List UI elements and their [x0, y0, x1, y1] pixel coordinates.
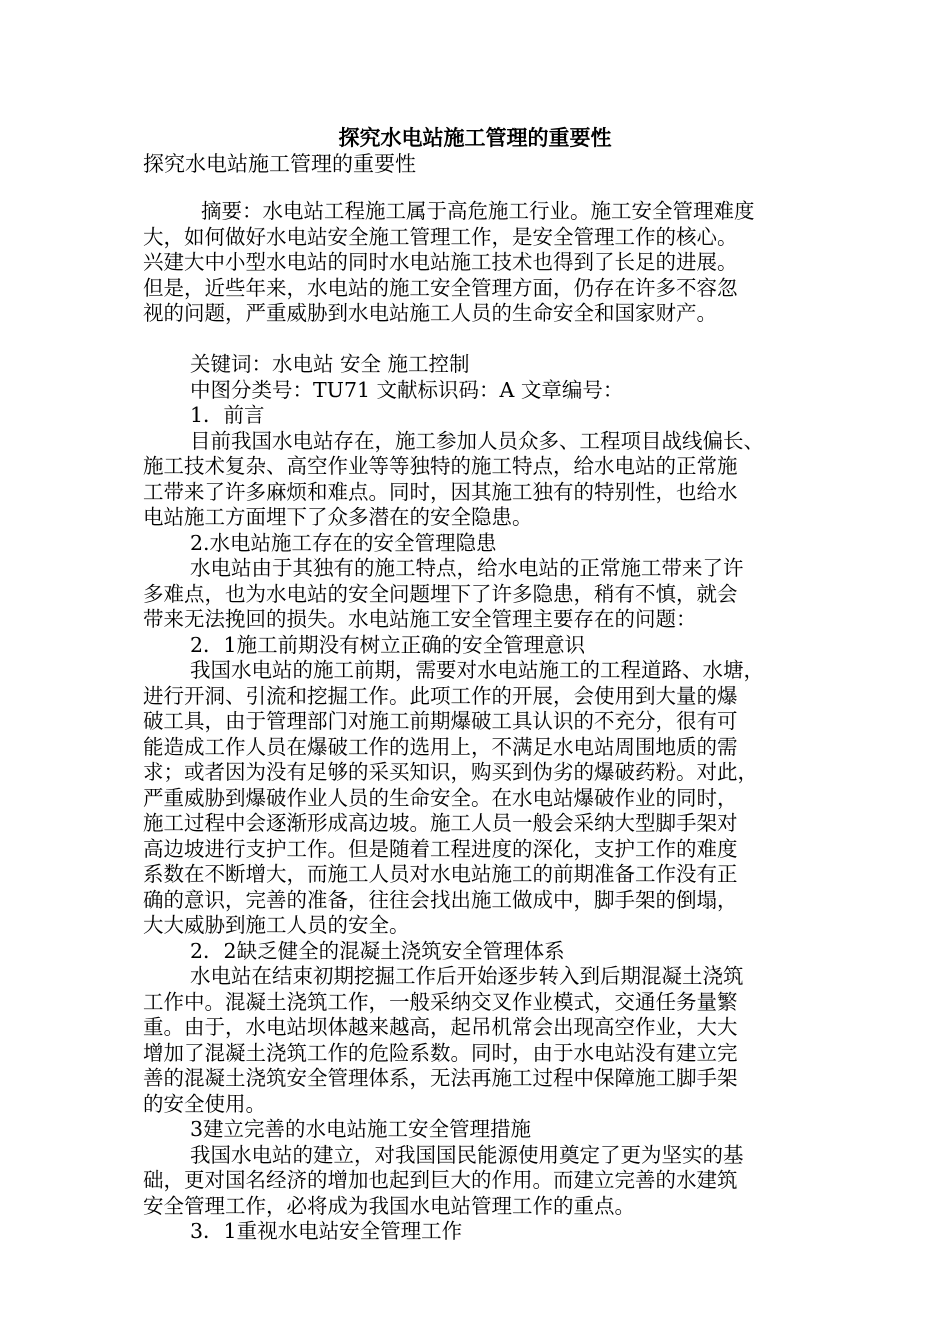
abstract-line: 视的问题，严重威胁到水电站施工人员的生命安全和国家财产。	[143, 301, 717, 325]
text-line: 安全管理工作，必将成为我国水电站管理工作的重点。	[143, 1193, 635, 1218]
section-heading: 2.水电站施工存在的安全管理隐患	[190, 530, 497, 555]
section-heading: 2．1施工前期没有树立正确的安全管理意识	[190, 632, 586, 657]
text-line: 重。由于，水电站坝体越来越高，起吊机常会出现高空作业，大大	[143, 1015, 738, 1039]
text-line: 能造成工作人员在爆破工作的选用上，不满足水电站周围地质的需	[143, 734, 738, 759]
paragraph-gap	[143, 327, 813, 353]
section-heading: 2．2缺乏健全的混凝土浇筑安全管理体系	[190, 938, 565, 963]
text-line: 电站施工方面埋下了众多潜在的安全隐患。	[143, 505, 533, 529]
text-line: 多难点，也为水电站的安全问题埋下了许多隐患，稍有不慎，就会	[143, 581, 738, 606]
document-body	[143, 199, 813, 1245]
text-line: 善的混凝土浇筑安全管理体系，无法再施工过程中保障施工脚手架	[143, 1066, 738, 1090]
text-line: 施工过程中会逐渐形成高边坡。施工人员一般会采纳大型脚手架对	[143, 811, 738, 835]
text-line: 我国水电站的施工前期，需要对水电站施工的工程道路、水塘，	[190, 658, 764, 682]
text-line: 增加了混凝土浇筑工作的危险系数。同时，由于水电站没有建立完	[143, 1040, 738, 1065]
text-line: 工带来了许多麻烦和难点。同时，因其施工独有的特别性，也给水	[143, 479, 738, 504]
abstract-line: 大，如何做好水电站安全施工管理工作，是安全管理工作的核心。	[143, 224, 738, 249]
text-line: 础，更对国名经济的增加也起到巨大的作用。而建立完善的水建筑	[143, 1168, 738, 1192]
text-line: 破工具，由于管理部门对施工前期爆破工具认识的不充分，很有可	[143, 709, 738, 733]
section-heading: 1．前言	[190, 403, 265, 427]
abstract-line: 摘要：水电站工程施工属于高危施工行业。施工安全管理难度	[201, 199, 755, 223]
document-title: 探究水电站施工管理的重要性	[338, 125, 612, 150]
text-line: 的安全使用。	[143, 1091, 266, 1116]
section-heading: 3建立完善的水电站施工安全管理措施	[190, 1117, 532, 1141]
text-line: 带来无法挽回的损失。水电站施工安全管理主要存在的问题：	[143, 607, 697, 631]
document-subtitle: 探究水电站施工管理的重要性	[143, 152, 416, 176]
text-line: 进行开洞、引流和挖掘工作。此项工作的开展，会使用到大量的爆	[143, 683, 738, 708]
text-line: 工作中。混凝土浇筑工作，一般采纳交叉作业模式，交通任务量繁	[143, 989, 738, 1014]
keywords-line: 关键词：水电站 安全 施工控制	[190, 352, 470, 376]
text-line: 施工技术复杂、高空作业等等独特的施工特点，给水电站的正常施	[143, 454, 738, 478]
text-line: 确的意识，完善的准备，往往会找出施工做成中，脚手架的倒塌，	[143, 887, 738, 912]
text-line: 目前我国水电站存在，施工参加人员众多、工程项目战线偏长、	[190, 428, 764, 453]
text-line: 水电站由于其独有的施工特点，给水电站的正常施工带来了许	[190, 556, 744, 580]
text-line: 高边坡进行支护工作。但是随着工程进度的深化，支护工作的难度	[143, 836, 738, 861]
section-heading: 3．1重视水电站安全管理工作	[190, 1219, 463, 1243]
abstract-line: 兴建大中小型水电站的同时水电站施工技术也得到了长足的进展。	[143, 250, 738, 274]
abstract-line: 但是，近些年来，水电站的施工安全管理方面，仍存在许多不容忽	[143, 275, 738, 300]
text-line: 水电站在结束初期挖掘工作后开始逐步转入到后期混凝土浇筑	[190, 964, 744, 988]
text-line: 系数在不断增大，而施工人员对水电站施工的前期准备工作没有正	[143, 862, 738, 886]
text-line: 严重威胁到爆破作业人员的生命安全。在水电站爆破作业的同时，	[143, 785, 738, 810]
classification-line: 中图分类号：TU71 文献标识码：A 文章编号：	[190, 377, 624, 402]
text-line: 我国水电站的建立，对我国国民能源使用奠定了更为坚实的基	[190, 1142, 744, 1167]
text-line: 大大威胁到施工人员的安全。	[143, 913, 410, 937]
text-line: 求；或者因为没有足够的采买知识，购买到伪劣的爆破药粉。对此，	[143, 760, 758, 784]
